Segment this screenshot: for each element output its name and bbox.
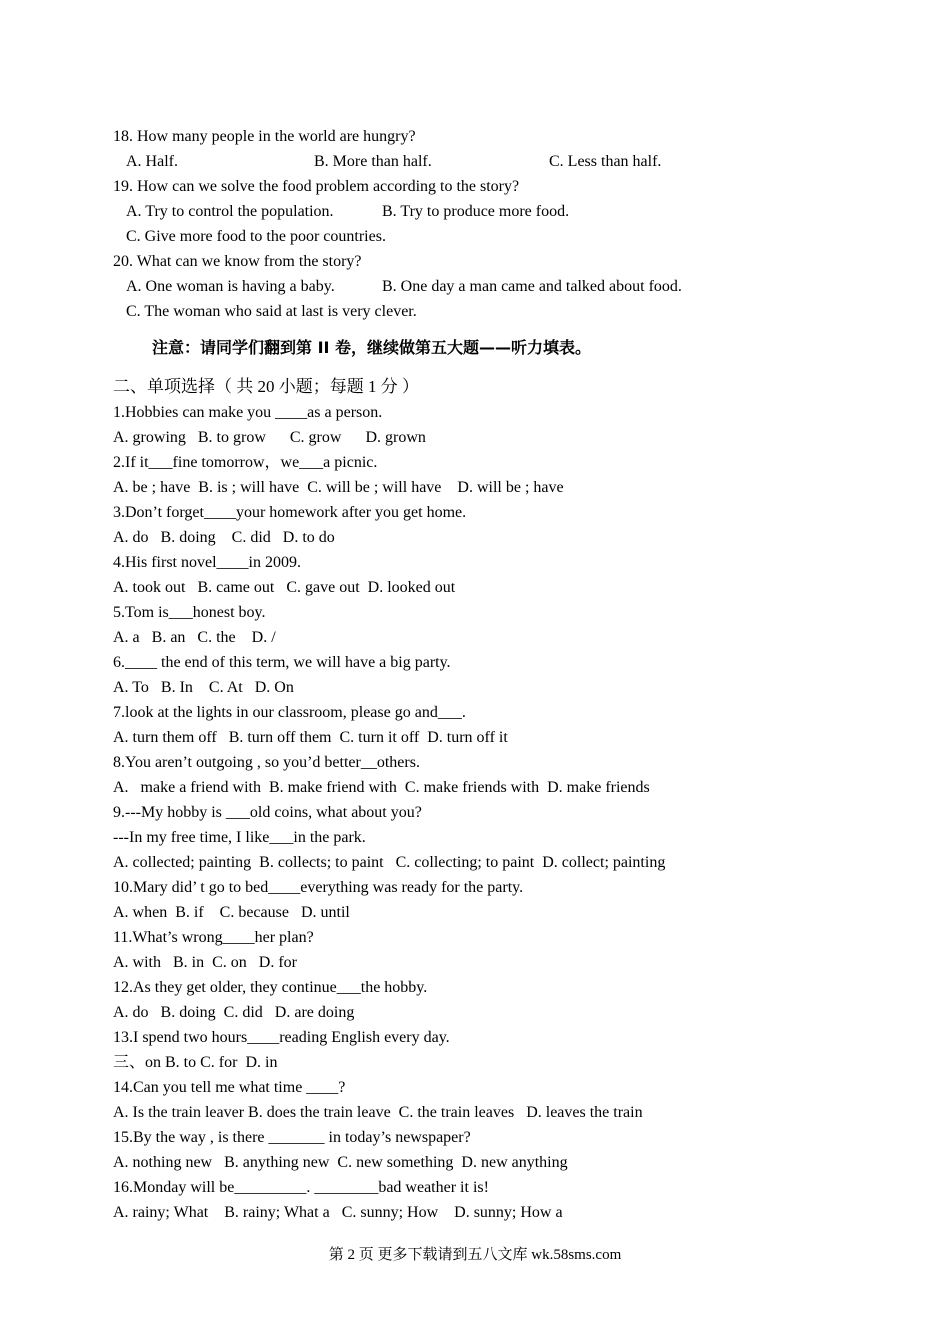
question-20: 20. What can we know from the story?: [113, 253, 362, 270]
options-line: A. with B. in C. on D. for: [113, 954, 297, 971]
document-body: [113, 124, 873, 1225]
options-line: A. do B. doing C. did D. to do: [113, 529, 335, 546]
option-a: A. One woman is having a baby.: [126, 278, 335, 295]
options-line: A. To B. In C. At D. On: [113, 679, 294, 696]
page-footer: 第 2 页 更多下载请到五八文库 wk.58sms.com: [328, 1247, 622, 1263]
question-20-options-row1: [113, 274, 873, 299]
options-line: A. collected; painting B. collects; to paint C. collecting; to paint D. collect; painting: [113, 854, 666, 871]
question-line: 11.What’s wrong____her plan?: [113, 929, 314, 946]
question-line: 10.Mary did’ t go to bed____everything was ready for the party.: [113, 879, 524, 896]
option-b: B. One day a man came and talked about food.: [382, 278, 682, 295]
options-line: A. make a friend with B. make friend with C. make friends with D. make friends: [113, 779, 650, 796]
question-line: 6.____ the end of this term, we will have a big party.: [113, 654, 451, 671]
question-line: 3.Don’t forget____your homework after you get home.: [113, 504, 467, 521]
question-line: 4.His first novel____in 2009.: [113, 554, 301, 571]
question-19: 19. How can we solve the food problem according to the story?: [113, 178, 520, 195]
question-18: 18. How many people in the world are hungry?: [113, 128, 416, 145]
question-line: 8.You aren’t outgoing , so you’d better__others.: [113, 754, 420, 771]
option-a: A. Try to control the population.: [126, 203, 334, 220]
section-title: 二、单项选择（ 共 20 小题；每题 1 分 ）: [113, 377, 419, 396]
section-questions: [113, 400, 873, 1225]
question-line: ---In my free time, I like___in the park.: [113, 829, 366, 846]
options-line: A. took out B. came out C. gave out D. looked out: [113, 579, 456, 596]
options-line: A. nothing new B. anything new C. new something D. new anything: [113, 1154, 568, 1171]
option-b: B. Try to produce more food.: [382, 203, 570, 220]
option-a: A. Half.: [126, 153, 178, 170]
question-line: 1.Hobbies can make you ____as a person.: [113, 404, 383, 421]
question-19-option-c: C. Give more food to the poor countries.: [126, 228, 386, 245]
options-line: A. growing B. to grow C. grow D. grown: [113, 429, 426, 446]
question-line: 14.Can you tell me what time ____?: [113, 1079, 346, 1096]
options-line: A. turn them off B. turn off them C. turn it off D. turn off it: [113, 729, 508, 746]
question-20-option-c: C. The woman who said at last is very clever.: [126, 303, 417, 320]
question-line: 16.Monday will be_________. ________bad weather it is!: [113, 1179, 489, 1196]
question-line: 13.I spend two hours____reading English every day.: [113, 1029, 450, 1046]
options-line: A. be ; have B. is ; will have C. will be ; will have D. will be ; have: [113, 479, 564, 496]
question-line: 7.look at the lights in our classroom, please go and___.: [113, 704, 466, 721]
question-19-options-row1: [113, 199, 873, 224]
option-c: C. Less than half.: [549, 153, 662, 170]
question-line: 2.If it___fine tomorrow，we___a picnic.: [113, 454, 378, 471]
question-18-options: [113, 149, 873, 174]
notice-text: 注意：请同学们翻到第 II 卷，继续做第五大题——听力填表。: [152, 338, 592, 357]
question-line: 5.Tom is___honest boy.: [113, 604, 266, 621]
question-line: 12.As they get older, they continue___the hobby.: [113, 979, 428, 996]
question-line: 15.By the way , is there _______ in today’s newspaper?: [113, 1129, 471, 1146]
options-line: A. a B. an C. the D. /: [113, 629, 276, 646]
options-line: A. Is the train leaver B. does the train leave C. the train leaves D. leaves the train: [113, 1104, 643, 1121]
options-line: A. do B. doing C. did D. are doing: [113, 1004, 355, 1021]
options-line: 三、on B. to C. for D. in: [113, 1054, 278, 1071]
question-line: 9.---My hobby is ___old coins, what about you?: [113, 804, 422, 821]
option-b: B. More than half.: [314, 153, 432, 170]
options-line: A. when B. if C. because D. until: [113, 904, 350, 921]
options-line: A. rainy; What B. rainy; What a C. sunny; How D. sunny; How a: [113, 1204, 563, 1221]
